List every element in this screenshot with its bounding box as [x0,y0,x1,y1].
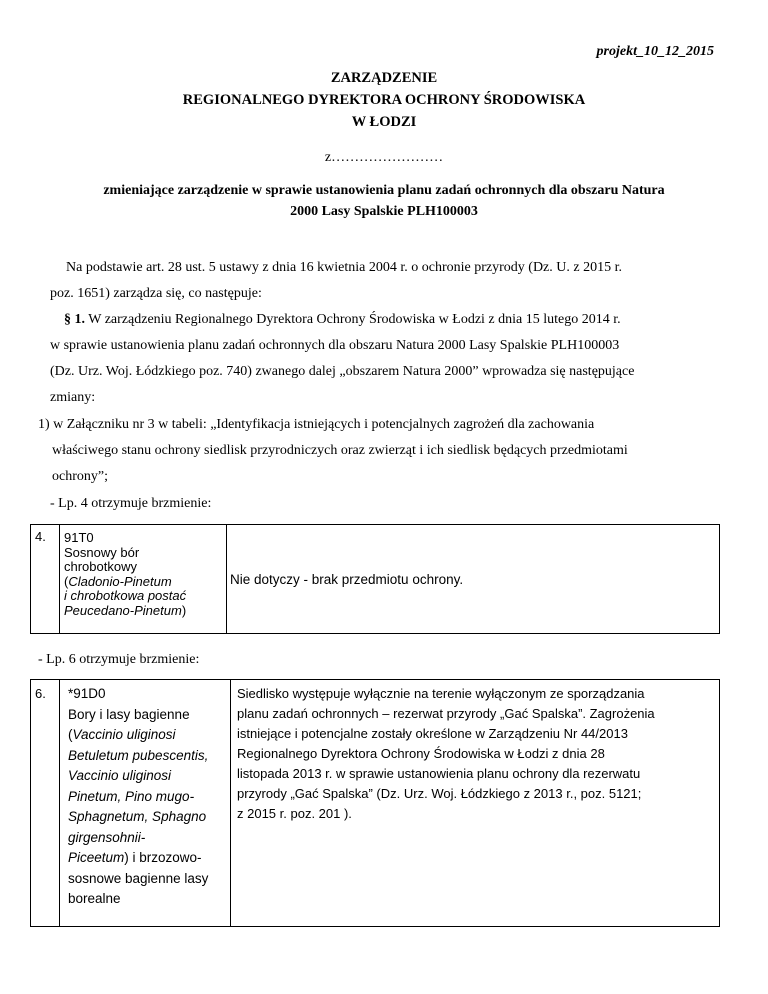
section-1-line-3: (Dz. Urz. Woj. Łódzkiego poz. 740) zwanego dalej „obszarem Natura 2000” wprowadza się następujące [50,364,635,379]
lp6-habitat-text: girgensohnii- [68,829,146,845]
lp4-habitat-cell [60,525,227,634]
lp6-habitat-line [68,848,230,869]
lp6-habitat-suffix: ) i brzozowo- [124,850,202,865]
item-1-line-1: 1) w Załączniku nr 3 w tabeli: „Identyfikacja istniejących i potencjalnych zagrożeń dla zachowania [38,417,595,432]
lp4-habitat-code: 91T0 [64,530,94,545]
lp6-habitat-line [68,787,230,808]
lp6-description-line: Regionalnego Dyrektora Ochrony Środowiska w Łodzi z dnia 28 [237,746,605,761]
item-1 [38,412,728,490]
subject-line-1: zmieniające zarządzenie w sprawie ustanowienia planu zadań ochronnych dla obszaru Natura [103,183,665,198]
lp6-habitat-text: Pinetum, Pino mugo- [68,788,195,804]
lp6-description-line: istniejące i potencjalne zostały określone w Zarządzeniu Nr 44/2013 [237,726,628,741]
lp6-description-line: Siedlisko występuje wyłącznie na terenie wyłączonym ze sporządzania [237,686,645,701]
lp6-description-line: przyrody „Gać Spalska” (Dz. Urz. Woj. Łódzkiego z 2013 r., poz. 5121; [237,786,642,801]
lp4-intro: - Lp. 4 otrzymuje brzmienie: [50,496,212,511]
lp6-habitat-cell [60,680,231,927]
lp4-habitat-name-1: Sosnowy bór [64,544,140,560]
lp6-habitat-line [68,889,230,910]
lp4-description-cell [227,525,720,634]
lp4-habitat-latin-3 [64,604,226,619]
section-mark: § 1. [64,312,85,327]
project-code: projekt_10_12_2015 [596,44,714,59]
lp6-habitat-line [68,807,230,828]
lp6-habitat-text: Sphagnetum, Sphagno [68,809,207,824]
paren-open: ( [68,727,73,742]
lp6-habitat-line [68,705,230,726]
section-1-line-2: w sprawie ustanowienia planu zadań ochronnych dla obszaru Natura 2000 Lasy Spalskie PLH100003 [50,338,620,353]
lp6-description-cell [231,680,720,927]
lp6-habitat-text: Betuletum pubescentis, [68,747,209,763]
lp4-habitat-latin-1 [64,575,226,590]
lp6-number: 6. [35,686,46,701]
table-row [31,680,720,927]
paren-close: ) [181,602,187,618]
lp6-habitat-line [68,725,230,746]
lp4-habitat-latin-2 [64,589,226,604]
section-1-line-1 [64,307,722,333]
title-line-3: W ŁODZI [351,114,417,130]
lp6-habitat-text: Bory i lasy bagienne [68,706,190,722]
lp6-description-line: z 2015 r. poz. 201 ). [237,806,352,821]
lp6-habitat-text: borealne [68,891,121,906]
paren-open: ( [64,573,69,589]
section-1-text-1: W zarządzeniu Regionalnego Dyrektora Ochrony Środowiska w Łodzi z dnia 15 lutego 2014 r. [85,312,621,327]
lp6-habitat-line [68,869,230,890]
lp6-habitat-text: Vaccinio uliginosi [68,768,172,783]
latin-name: Peucedano-Pinetum [64,602,182,618]
item-1-line-2: właściwego stanu ochrony siedlisk przyrodniczych oraz zwierząt i ich siedlisk będących przedmiotami [52,443,628,458]
latin-name: i chrobotkowa postać [64,588,187,603]
date-line: z…………………… [324,150,444,165]
lp4-table [30,524,720,634]
lp6-intro: - Lp. 6 otrzymuje brzmienie: [38,652,200,667]
lp6-habitat-line [68,766,230,787]
lp6-habitat-text: *91D0 [68,686,106,701]
table-row [31,525,720,634]
lp6-number-cell [31,680,60,927]
section-1-paragraph [50,307,722,411]
lp4-number-cell [31,525,60,634]
item-1-line-3: ochrony”; [52,469,108,484]
intro-line-2: poz. 1651) zarządza się, co następuje: [50,286,262,301]
lp4-description: Nie dotyczy - brak przedmiotu ochrony. [230,571,464,587]
subject-line-2: 2000 Lasy Spalskie PLH100003 [290,204,478,219]
lp6-habitat-text: sosnowe bagienne lasy [68,870,209,886]
lp6-description-line: planu zadań ochronnych – rezerwat przyrody „Gać Spalska”. Zagrożenia [237,706,655,721]
lp6-table [30,679,720,927]
lp6-habitat-line [68,828,230,849]
intro-line-1: Na podstawie art. 28 ust. 5 ustawy z dnia 16 kwietnia 2004 r. o ochronie przyrody (Dz. U. z 2015 r. [66,260,622,275]
lp6-description-line: listopada 2013 r. w sprawie ustanowienia planu ochrony dla rezerwatu [237,766,641,781]
title-line-2: REGIONALNEGO DYREKTORA OCHRONY ŚRODOWISKA [182,92,586,108]
intro-paragraph [50,255,721,307]
title-line-1: ZARZĄDZENIE [330,70,438,86]
lp6-habitat-line [68,746,230,767]
latin-name: Cladonio-Pinetum [68,573,172,589]
lp6-habitat-text: Piceetum [68,850,125,865]
section-1-line-4: zmiany: [50,390,96,405]
lp4-number: 4. [35,529,46,544]
lp6-habitat-text: Vaccinio uliginosi [72,727,176,742]
lp6-habitat-line [68,684,230,705]
lp4-habitat-name-2: chrobotkowy [64,559,137,574]
